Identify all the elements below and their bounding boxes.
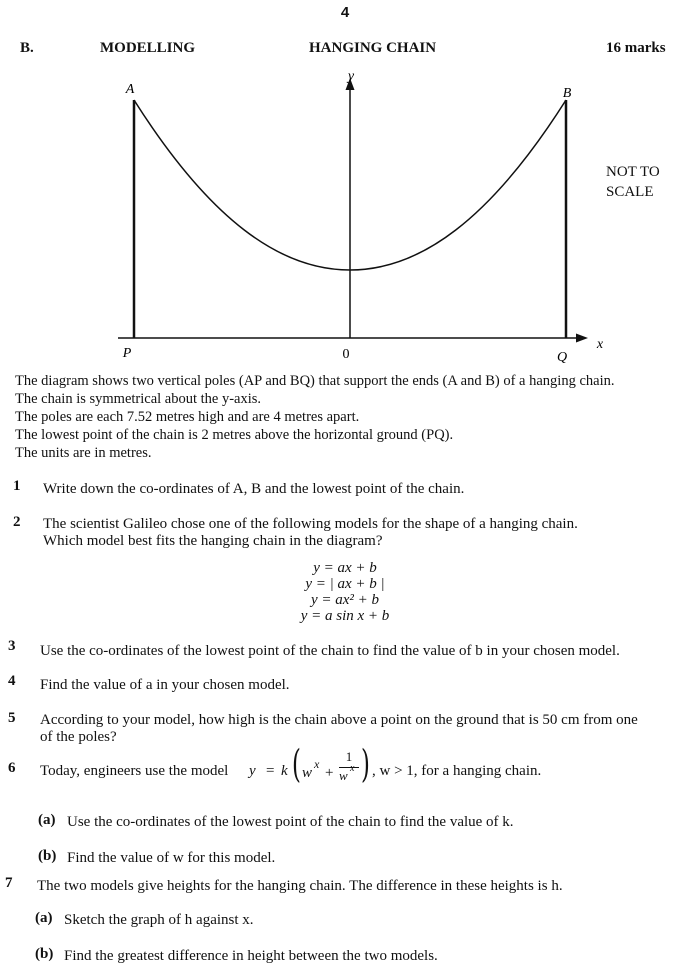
model-options <box>0 560 690 624</box>
category-label: MODELLING <box>100 40 196 56</box>
question-5-number: 5 <box>8 710 16 726</box>
question-7-text: The two models give heights for the hanging chain. The difference in these heights is h. <box>37 878 563 894</box>
question-5-line-1: According to your model, how high is the chain above a point on the ground that is 50 cm from one <box>40 712 638 728</box>
model-option: y = a sin x + b <box>300 608 390 624</box>
label-b: B <box>562 86 572 101</box>
question-7b-label: (b) <box>35 946 54 962</box>
formula-right-paren: ) <box>360 742 370 786</box>
question-4-text: Find the value of a in your chosen model. <box>40 677 290 693</box>
section-label: B. <box>20 40 34 56</box>
question-6-suffix: , w > 1, for a hanging chain. <box>372 763 542 779</box>
question-1-text: Write down the co-ordinates of A, B and the lowest point of the chain. <box>43 481 465 497</box>
label-a: A <box>125 82 135 97</box>
x-axis-arrow <box>576 334 588 343</box>
label-p: P <box>122 346 132 361</box>
question-5-line-2: of the poles? <box>40 729 117 745</box>
formula-lhs: y <box>249 763 256 779</box>
formula-k: k <box>281 763 288 779</box>
question-2-number: 2 <box>13 514 21 530</box>
intro-line: The units are in metres. <box>15 445 152 461</box>
formula-w: w <box>302 765 313 781</box>
formula-denominator: w <box>339 768 348 783</box>
label-q: Q <box>556 350 568 365</box>
model-option: y = | ax + b | <box>305 576 385 592</box>
question-1-number: 1 <box>13 478 21 494</box>
intro-line: The diagram shows two vertical poles (AP and BQ) that support the ends (A and B) of a hanging chain. <box>15 373 615 389</box>
model-option: y = ax + b <box>313 560 377 576</box>
label-origin: 0 <box>342 347 350 362</box>
formula-exponent: x <box>314 757 320 771</box>
formula-plus: + <box>325 765 334 781</box>
label-y: y <box>347 69 355 84</box>
label-x: x <box>596 337 604 352</box>
question-6a-text: Use the co-ordinates of the lowest point of the chain to find the value of k. <box>67 814 514 830</box>
question-3-number: 3 <box>8 638 16 654</box>
question-2-line-2: Which model best fits the hanging chain in the diagram? <box>43 533 383 549</box>
question-6a-label: (a) <box>38 812 56 828</box>
intro-text <box>15 372 614 462</box>
question-6b-text: Find the value of w for this model. <box>67 850 276 866</box>
question-7a-text: Sketch the graph of h against x. <box>64 912 254 928</box>
formula-denominator-exponent: x <box>350 763 355 774</box>
intro-line: The chain is symmetrical about the y-axis. <box>15 391 262 407</box>
question-7a-label: (a) <box>35 910 53 926</box>
page-number: 4 <box>340 4 350 21</box>
question-6-prefix: Today, engineers use the model <box>40 763 229 779</box>
question-6b-label: (b) <box>38 848 57 864</box>
question-7-number: 7 <box>5 875 13 891</box>
question-6-number: 6 <box>8 760 16 776</box>
formula-numerator: 1 <box>345 749 353 764</box>
question-7b-text: Find the greatest difference in height between the two models. <box>64 948 438 964</box>
marks-label: 16 marks <box>606 40 666 56</box>
formula-equals: = <box>266 763 275 779</box>
hanging-chain-diagram <box>0 60 690 370</box>
model-option: y = ax² + b <box>310 592 380 608</box>
intro-line: The poles are each 7.52 metres high and are 4 metres apart. <box>15 409 360 425</box>
question-2-line-1: The scientist Galileo chose one of the following models for the shape of a hanging chain. <box>43 516 578 532</box>
question-3-text: Use the co-ordinates of the lowest point of the chain to find the value of b in your chosen model. <box>40 643 620 659</box>
question-4-number: 4 <box>8 673 16 689</box>
not-to-scale-note: NOT TO SCALE <box>606 164 660 200</box>
intro-line: The lowest point of the chain is 2 metres above the horizontal ground (PQ). <box>15 427 454 443</box>
section-title: HANGING CHAIN <box>309 40 437 56</box>
formula-left-paren: ( <box>291 742 301 786</box>
